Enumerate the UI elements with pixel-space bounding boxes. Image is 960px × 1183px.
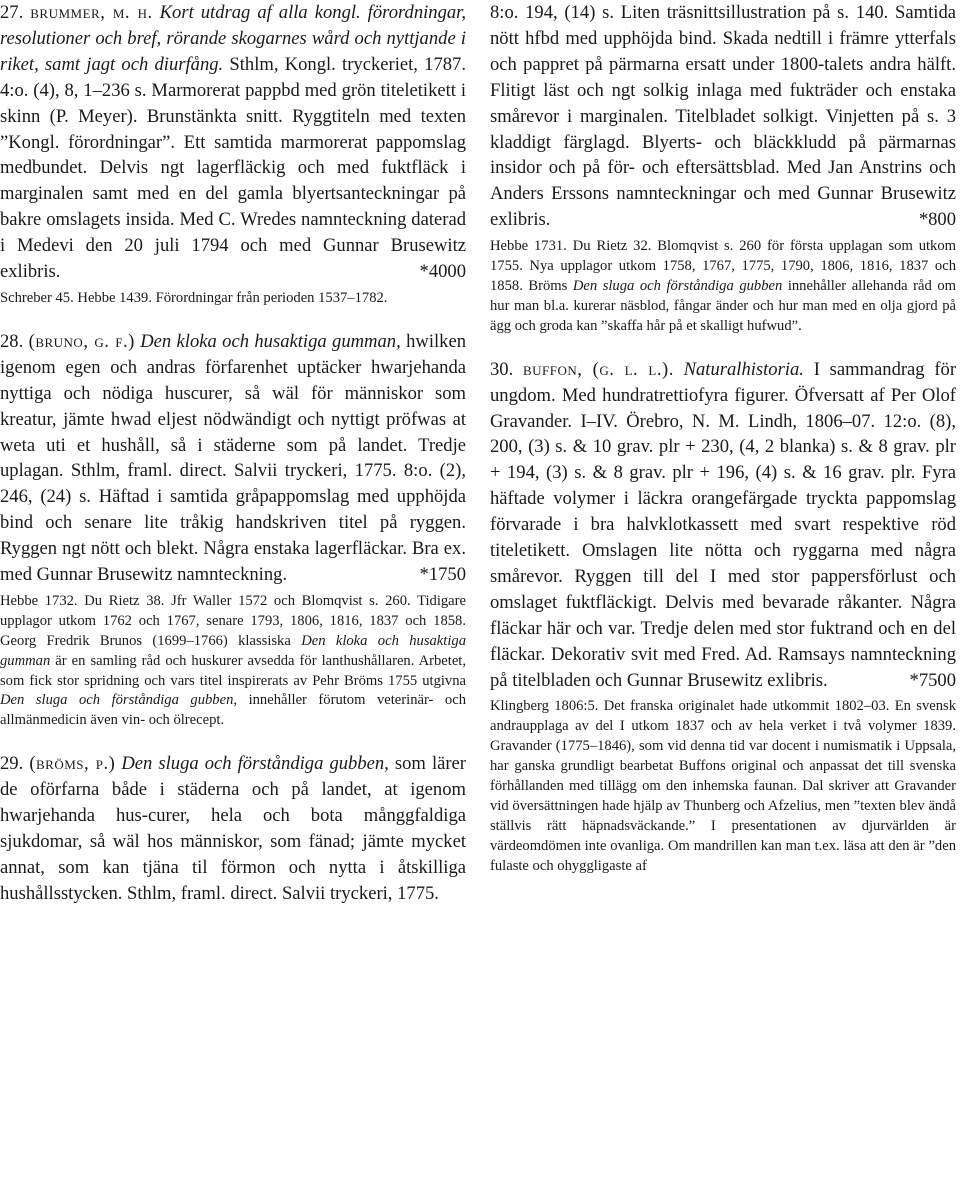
entry-28-main <box>0 329 466 588</box>
entry-30-note: Klingberg 1806:5. Det franska originalet hade utkommit 1802–03. En svensk andraupplaga av del I utkom 1837 och av hela verket i två volymer 1839. Gravander (1775–1846), som vid denna tid var docent i numismatik i Uppsala, har ganska grundligt bearbetat Buffons original och anpassat det till svenska förhållanden med tillägg om den inhemska faunan. Dal skriver att Gravander vid översättningen hade hjälp av Thunberg och Afzelius, men ”texten blev ändå ställvis rätt häpnadsväckande.” I presentationen av djurvärlden är värdeomdömen inte ovanliga. Om mandrillen kan man t.ex. läsa att den är ”den fulaste och ohyggligaste af <box>490 698 956 874</box>
note-text: är en samling råd och huskurer avsedda för lanthushållaren. Arbetet, som fick stor spridning och vars titel inspirerats av Pehr Bröms 1755 utgivna <box>0 652 466 689</box>
entry-29-main-right <box>490 0 956 233</box>
entry-29-cont <box>490 0 956 337</box>
entry-body: I sammandrag för ungdom. Med hundratrettiofyra figurer. Öfversatt af Per Olof Gravander. I–IV. Örebro, N. M. Lindh, 1806–07. 12:o. (8), 200, (3) s. & 10 grav. plr + 230, (4, 2 blanka) s. & 8 grav. plr + 194, (3) s. & 8 grav. plr + 196, (4) s. & 16 grav. plr. Fyra häftade volymer i läckra orangefärgade tryckta pappomslag förvarade i bra halvklotkassett med svart respektive röd titeletikett. Omslagen lite nötta och ryggarna med några smårevor. Ryggen till del I med stor pappersförlust och omslaget fuktfläckigt. Delvis med bevarade råkanter. Några fläckar här och var. Tredje delen med stor fuktrand och en del fläckar. Dekorativ svit med Fred. Ad. Ramsays namnteckning på titelbladen och Gunnar Brusewitz exlibris. <box>490 358 957 691</box>
entry-body: hwilken igenom egen och andras förfarenhet uptäcker hwarjehanda nyttiga och nödiga huscurer, så wäl för människor som kreatur, jämte hwad eljest nödwändigt och nyttigt pröfwas at weta uti et hushåll, så i städerne som på landet. Tredje uplagan. Sthlm, framl. direct. Salvii tryckeri, 1775. 8:o. (2), 246, (24) s. Häftad i samtida gråpappomslag med upphöjda bind och senare lite tråkig handskriven titel på ryggen. Ryggen ngt nött och blekt. Några enstaka lagerfläckar. Bra ex. med Gunnar Brusewitz namnteckning. <box>0 330 467 586</box>
entry-price: *7500 <box>909 669 956 691</box>
entry-title: Naturalhistoria. <box>683 358 804 380</box>
entry-30-main <box>490 357 956 694</box>
entry-27-note: Schreber 45. Hebbe 1439. Förordningar från perioden 1537–1782. <box>0 289 388 306</box>
entry-title: Kort utdrag af alla kongl. förordningar, resolutioner och bref, rörande skogarnes wård och nyttjande i riket, samt jagt och diurfång. <box>0 2 467 75</box>
entry-author: (bruno, g. f.) <box>28 330 135 352</box>
note-text: innehåller allehanda råd om hur man bl.a. kurerar näsblod, fångar änder och hur man med en olja gjord på ägg och groda kan ”skaffa hår på et skalligt hufwud”. <box>490 277 956 334</box>
entry-28-note <box>0 592 466 731</box>
entry-29-start <box>0 751 466 906</box>
note-title: Den kloka och husaktiga gumman <box>0 632 466 669</box>
note-text: Hebbe 1731. Du Rietz 32. Blomqvist s. 260 för första upplagan som utkom 1755. Nya upplagor utkom 1758, 1767, 1775, 1790, 1806, 1816, 1837 och 1858. Bröms <box>490 238 956 294</box>
entry-28 <box>0 329 466 731</box>
entry-price: *800 <box>918 209 956 231</box>
entry-price: *4000 <box>419 261 466 283</box>
note-title: Den sluga och förståndiga gubben <box>572 277 783 294</box>
note-text: , innehåller förutom veterinär- och allmänmedicin även vin- och ölrecept. <box>0 692 466 729</box>
entry-price: *1750 <box>419 564 466 586</box>
entry-27-main <box>0 0 466 285</box>
entry-number: 28. <box>0 330 24 352</box>
note-title: Den sluga och förståndiga gubben <box>0 692 234 709</box>
left-column <box>0 0 466 927</box>
entry-number: 30. <box>490 358 514 380</box>
entry-30 <box>490 357 956 877</box>
entry-author: brummer, m. h. <box>30 2 153 23</box>
entry-body: som lärer de oförfarna både i städerna och på landet, at igenom hwarjehanda hus-curer, hela och bota månggfaldiga sjukdomar, så wäl hos människor, som fänad; jämte mycket annat, som kan tjäna til förmon och nytta i åtskilliga hushållsstycken. Sthlm, framl. direct. Salvii tryckeri, 1775. <box>0 753 466 904</box>
entry-author: buffon, (g. l. l.). <box>522 358 674 380</box>
note-text: Hebbe 1732. Du Rietz 38. Jfr Waller 1572 och Blomqvist s. 260. Tidigare upplagor utkom 1762 och 1767, senare 1793, 1806, 1816, 1837 och 1858. Georg Fredrik Brunos (1699–1766) klassiska <box>0 592 466 649</box>
right-column <box>490 0 956 897</box>
entry-title: Den sluga och förståndiga gubben, <box>121 753 389 775</box>
entry-29-main-left <box>0 751 466 906</box>
entry-27 <box>0 0 466 309</box>
entry-number: 29. <box>0 753 24 775</box>
entry-body: Sthlm, Kongl. tryckeriet, 1787. 4:o. (4), 8, 1–236 s. Marmorerat pappbd med grön titeletikett i skinn (P. Meyer). Brunstänkta snitt. Ryggtiteln med texten ”Kongl. förordningar”. Ett samtida marmorerat pappomslag medbundet. Delvis ngt lagerfläckig och med fuktfläck i marginalen samt med en del gamla blyertsanteckningar på bakre omslagets insida. Med C. Wredes namnteckning daterad i Medevi den 20 juli 1794 och med Gunnar Brusewitz exlibris. <box>0 53 466 283</box>
entry-title: Den kloka och husaktiga gumman, <box>140 330 401 352</box>
entry-29-note <box>490 237 956 337</box>
entry-author: (bröms, p.) <box>29 753 116 775</box>
entry-number: 27. <box>0 2 24 23</box>
entry-body: 8:o. 194, (14) s. Liten träsnittsillustration på s. 140. Samtida nött hfbd med upphöjda bind. Skada nedtill i främre ytterfals och pappret på pärmarna ersatt under 1800-talets andra hälft. Flitigt läst och ngt solkig inlaga med fukträder och enstaka smårevor i marginalen. Titelbladet solkigt. Vinjetten på s. 3 kladdigt färglagd. Blyerts- och bläckkludd på pärmarnas insidor och på för- och eftersättsblad. Med Jan Anstrins och Anders Erssons namnteckningar och med Gunnar Brusewitz exlibris. <box>490 2 956 231</box>
